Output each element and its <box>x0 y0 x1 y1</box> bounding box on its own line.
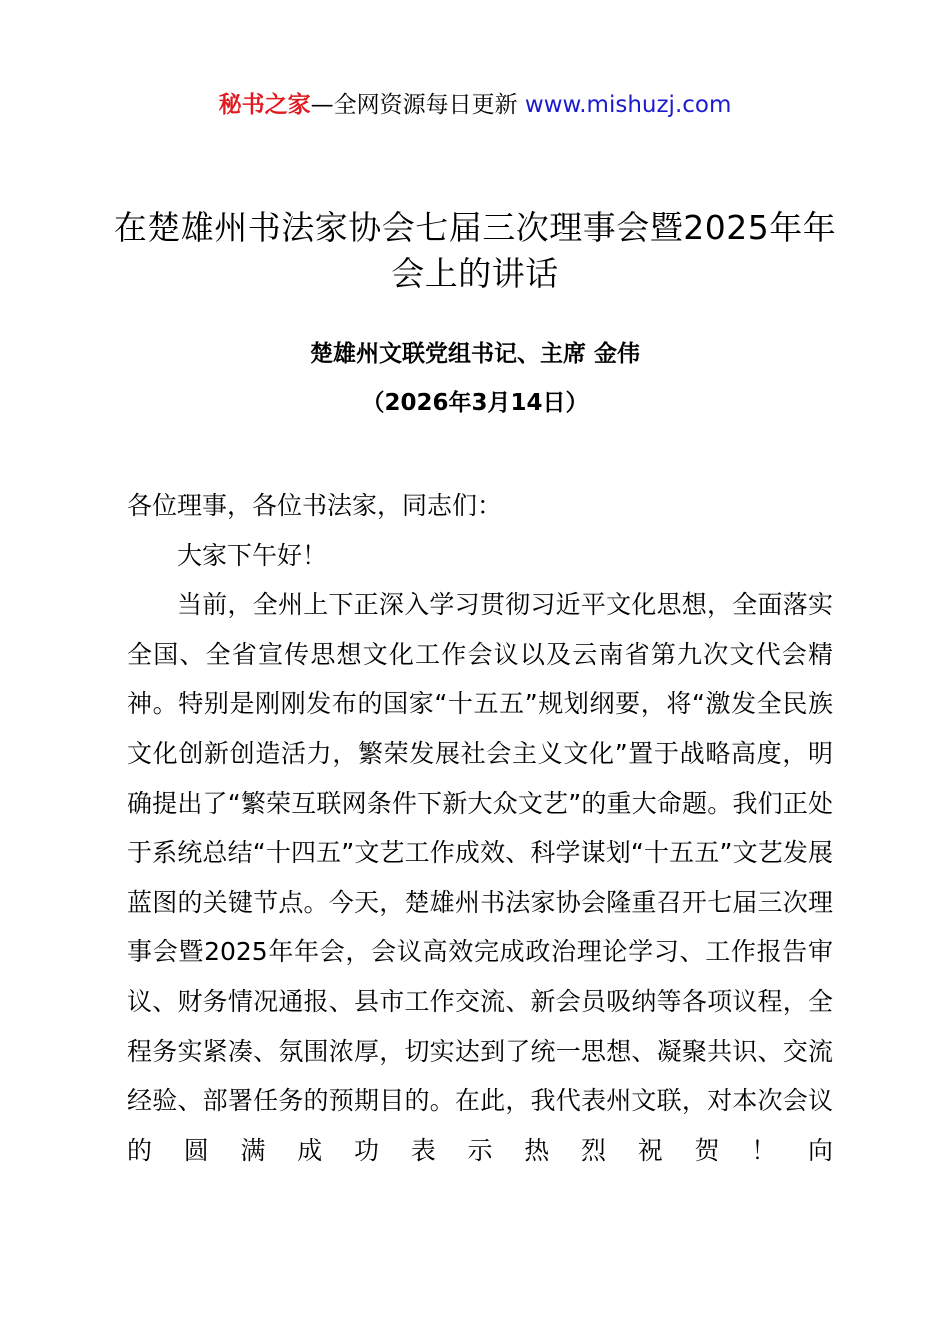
document-author: 楚雄州文联党组书记、主席 金伟 <box>309 341 640 367</box>
site-url-link[interactable]: www.mishuzj.com <box>524 92 732 118</box>
document-title: 在楚雄州书法家协会七届三次理事会暨2025年年会上的讲话 <box>113 208 837 293</box>
greeting: 大家下午好！ <box>177 540 328 570</box>
site-header <box>0 88 950 122</box>
document-date: （2026年3月14日） <box>361 390 589 416</box>
body-paragraph: 当前，全州上下正深入学习贯彻习近平文化思想，全面落实全国、全省宣传思想文化工作会议以及云南省第九次文代会精神。特别是刚刚发布的国家“十五五”规划纲要，将“激发全民族文化创新创造活力，繁荣发展社会主义文化”置于战略高度，明确提出了“繁荣互联网条件下新大众文艺”的重大命题。我们正处于系统总结“十四五”文艺工作成效、科学谋划“十五五”文艺发展蓝图的关键节点。今天，楚雄州书法家协会隆重召开七届三次理事会暨2025年年会，会议高效完成政治理论学习、工作报告审议、财务情况通报、县市工作交流、新会员吸纳等各项议程，全程务实紧凑、氛围浓厚，切实达到了统一思想、凝聚共识、交流经验、部署任务的预期目的。在此，我代表州文联，对本次会议的圆满成功表示热烈祝贺！向 <box>127 590 833 1165</box>
brand-name: 秘书之家 <box>218 92 311 118</box>
document-body <box>127 481 833 1175</box>
salutation: 各位理事，各位书法家，同志们： <box>127 491 503 520</box>
header-tagline: —全网资源每日更新 <box>310 92 518 118</box>
